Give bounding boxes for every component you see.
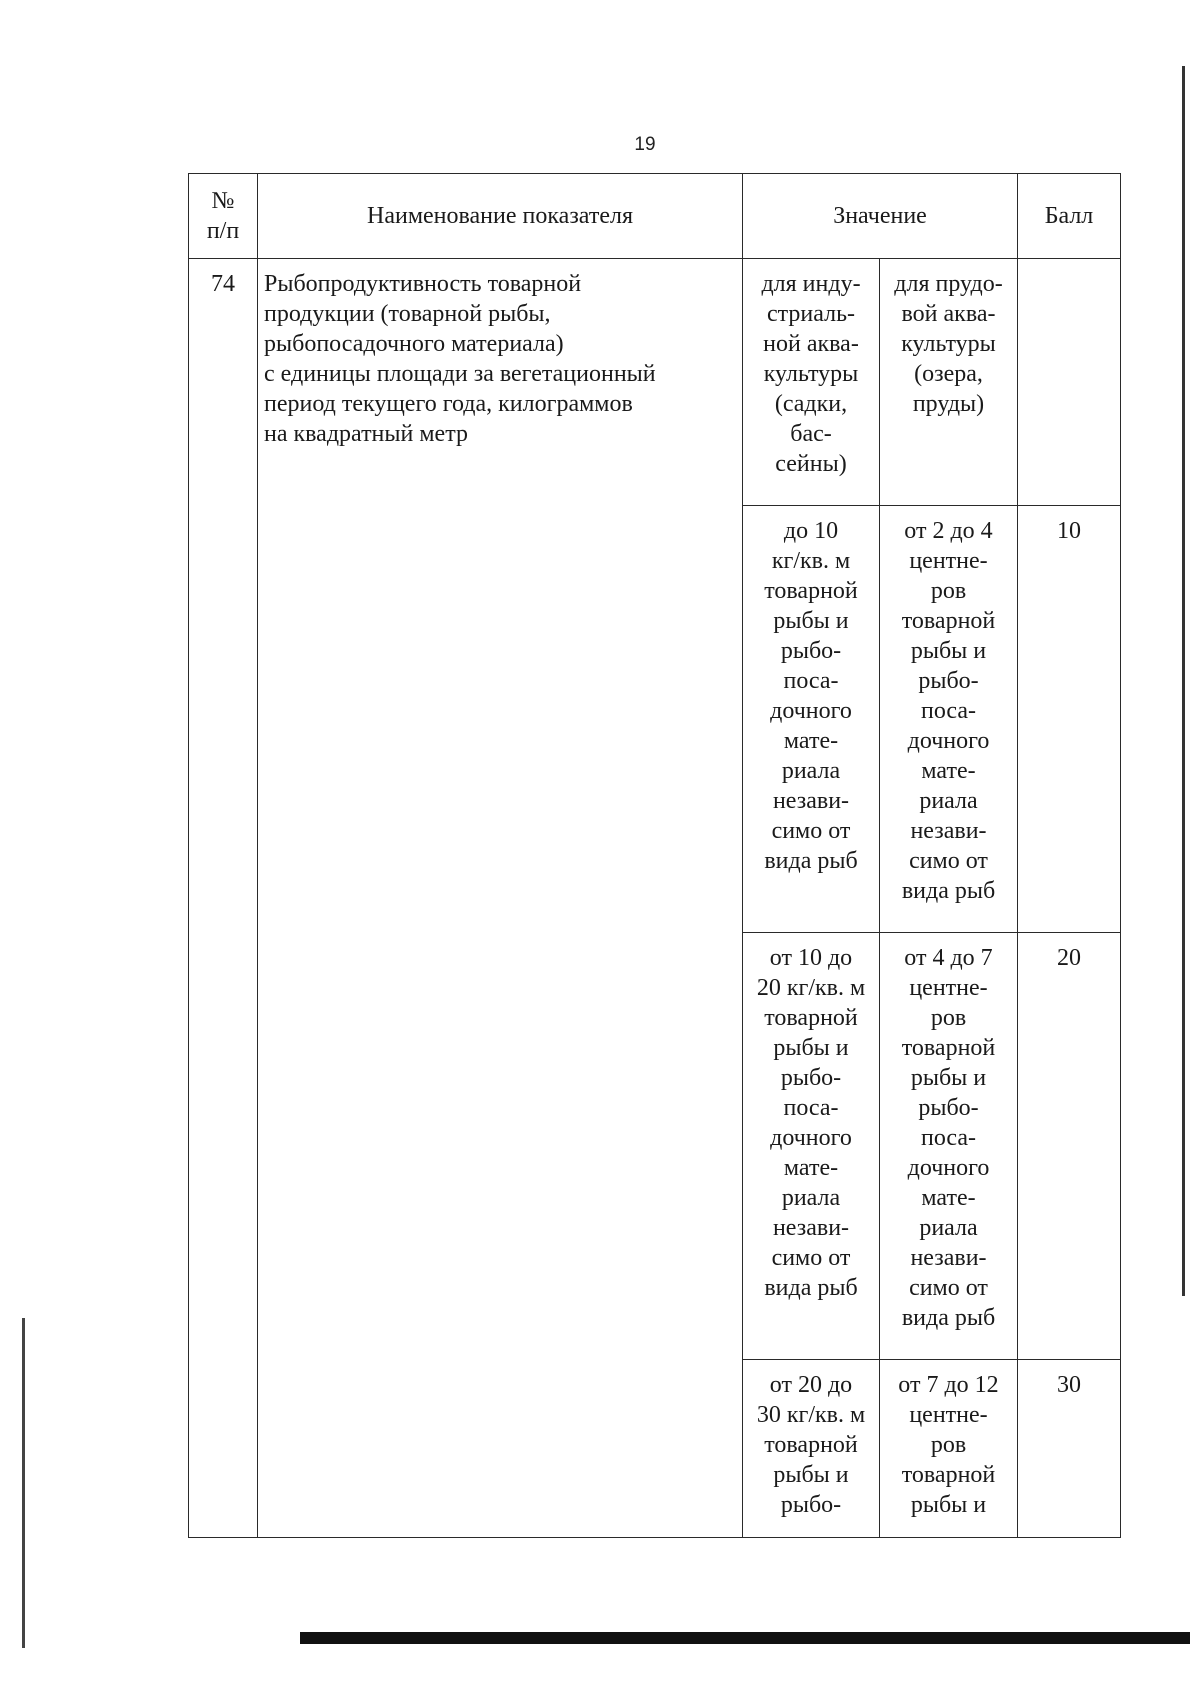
header-name: Наименование показателя <box>258 174 743 259</box>
scan-edge-bottom <box>300 1632 1190 1644</box>
band-1-pond: от 2 до 4 центне- ров товарной рыбы и рыбо- поса- дочного мате- риала незави- симо от вида рыб <box>880 506 1018 933</box>
subheader-industrial: для инду- стриаль- ной аква- культуры (садки, бас- сейны) <box>743 259 880 506</box>
header-score: Балл <box>1018 174 1121 259</box>
band-2-pond: от 4 до 7 центне- ров товарной рыбы и рыбо- поса- дочного мате- риала незави- симо от вида рыб <box>880 933 1018 1360</box>
header-value: Значение <box>743 174 1018 259</box>
indicator-table <box>188 173 1121 1538</box>
row-number: 74 <box>189 259 258 1538</box>
band-2-industrial: от 10 до 20 кг/кв. м товарной рыбы и рыбо- поса- дочного мате- риала незави- симо от вида рыб <box>743 933 880 1360</box>
band-3-industrial: от 20 до 30 кг/кв. м товарной рыбы и рыбо- <box>743 1360 880 1538</box>
table-header-row <box>189 174 1121 259</box>
band-2-score: 20 <box>1018 933 1121 1360</box>
header-no: № п/п <box>189 174 258 259</box>
subheader-pond: для прудо- вой аква- культуры (озера, пруды) <box>880 259 1018 506</box>
scan-edge-left <box>22 1318 25 1648</box>
subheader-score-empty <box>1018 259 1121 506</box>
page-number: 19 <box>634 134 656 155</box>
band-3-score: 30 <box>1018 1360 1121 1538</box>
scan-edge-right-top <box>1182 66 1185 1296</box>
band-1-industrial: до 10 кг/кв. м товарной рыбы и рыбо- поса- дочного мате- риала незави- симо от вида рыб <box>743 506 880 933</box>
indicator-name: Рыбопродуктивность товарной продукции (товарной рыбы, рыбопосадочного материала) с единицы площади за вегетационный период текущего года, килограммов на квадратный метр <box>258 259 743 1538</box>
table-row <box>189 259 1121 506</box>
band-3-pond: от 7 до 12 центне- ров товарной рыбы и <box>880 1360 1018 1538</box>
band-1-score: 10 <box>1018 506 1121 933</box>
